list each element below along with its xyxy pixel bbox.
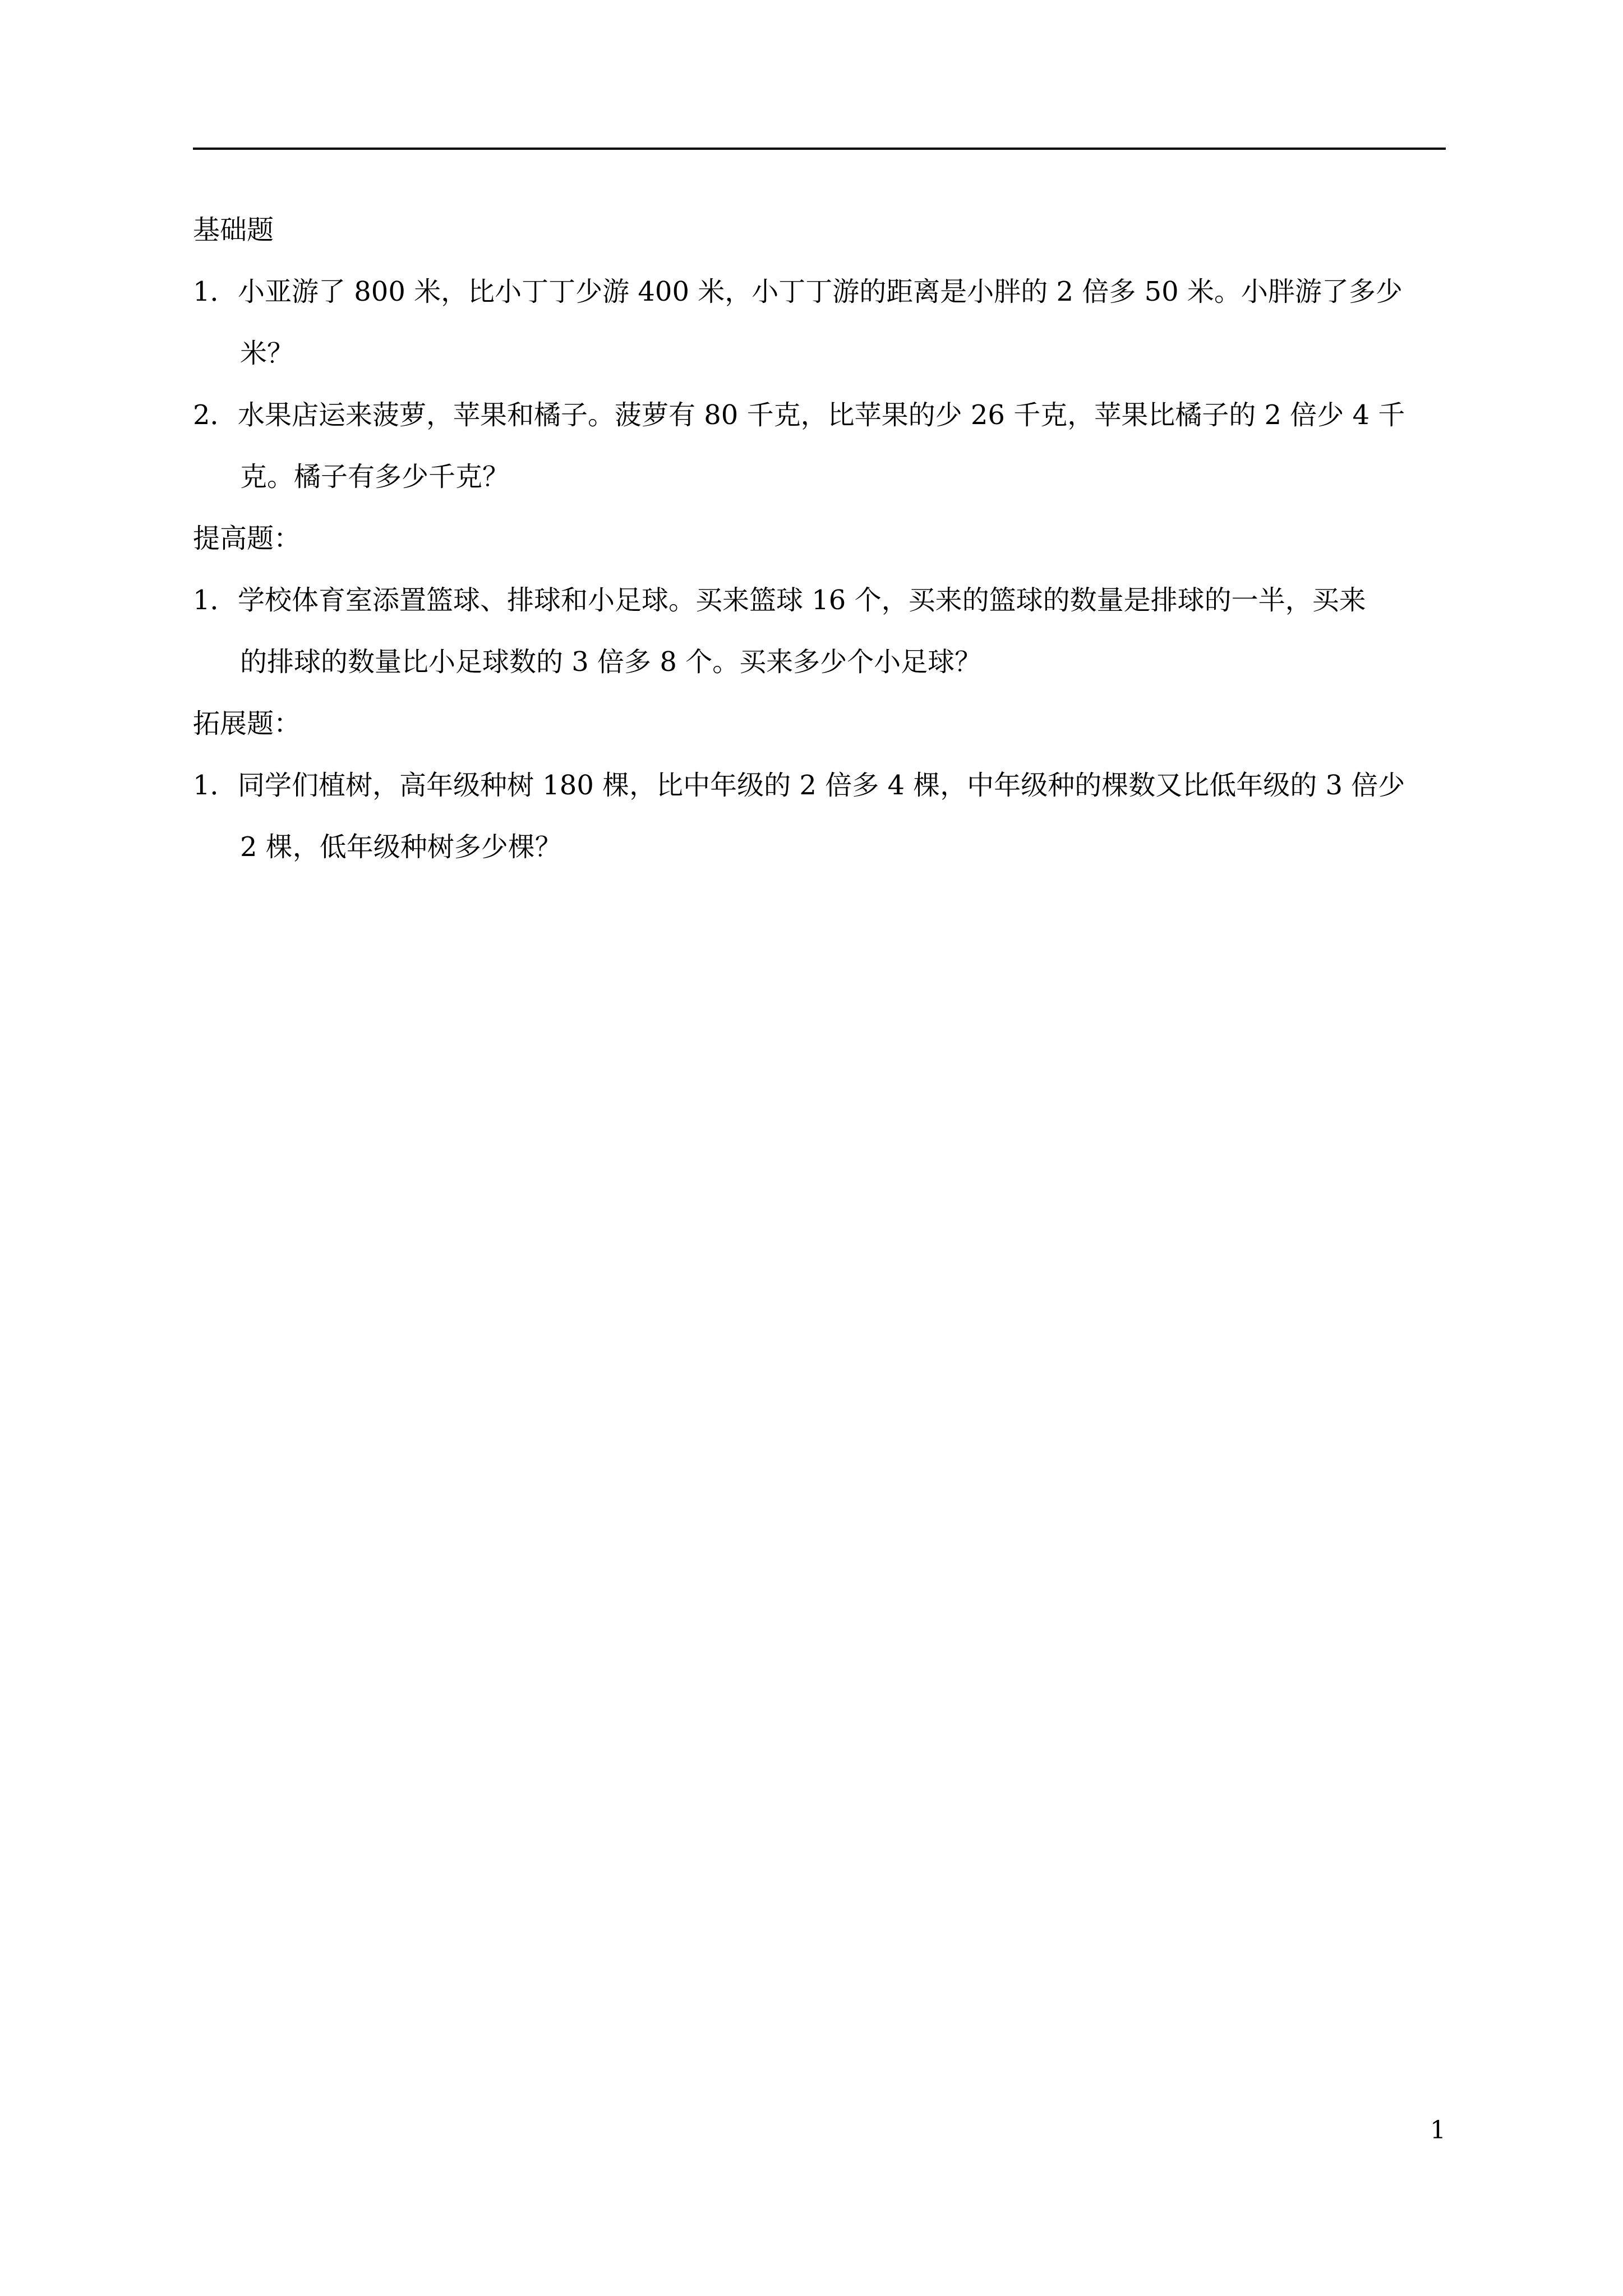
problem bbox=[193, 269, 1446, 376]
section-basic bbox=[193, 208, 1446, 499]
problem-text: 同学们植树，高年级种树 180 棵，比中年级的 2 倍多 4 棵，中年级种的棵数又比低年级的 3 倍少 bbox=[238, 770, 1405, 801]
problem-line bbox=[193, 269, 1446, 314]
section-title: 拓展题： bbox=[193, 708, 301, 739]
header-rule bbox=[193, 148, 1446, 150]
problem-text-continued: 米？ bbox=[240, 338, 294, 369]
section-title: 基础题 bbox=[193, 214, 274, 246]
problem-number: 1． bbox=[193, 770, 237, 801]
document-body bbox=[193, 208, 1446, 886]
problem-text: 学校体育室添置篮球、排球和小足球。买来篮球 16 个，买来的篮球的数量是排球的一半，买来 bbox=[238, 585, 1366, 616]
section-title: 提高题： bbox=[193, 523, 301, 554]
problem bbox=[193, 393, 1446, 499]
problem-number: 1． bbox=[193, 276, 237, 307]
page-number: 1 bbox=[1430, 2116, 1446, 2145]
section-advanced bbox=[193, 516, 1446, 684]
problem-text-continued: 的排球的数量比小足球数的 3 倍多 8 个。买来多少个小足球？ bbox=[240, 646, 982, 678]
problem bbox=[193, 763, 1446, 869]
problem-line bbox=[193, 578, 1446, 623]
section-extension bbox=[193, 701, 1446, 869]
problem-text-continued: 克。橘子有多少千克？ bbox=[240, 461, 510, 493]
problem bbox=[193, 578, 1446, 684]
problem-number: 1． bbox=[193, 585, 237, 616]
problem-line bbox=[193, 763, 1446, 808]
problem-text-continued: 2 棵，低年级种树多少棵？ bbox=[240, 831, 562, 863]
problem-line bbox=[193, 393, 1446, 438]
problem-number: 2． bbox=[193, 399, 237, 431]
problem-text: 水果店运来菠萝，苹果和橘子。菠萝有 80 千克，比苹果的少 26 千克，苹果比橘子的 2 倍少 4 千 bbox=[238, 399, 1405, 431]
problem-text: 小亚游了 800 米，比小丁丁少游 400 米，小丁丁游的距离是小胖的 2 倍多 50 米。小胖游了多少 bbox=[238, 276, 1403, 307]
